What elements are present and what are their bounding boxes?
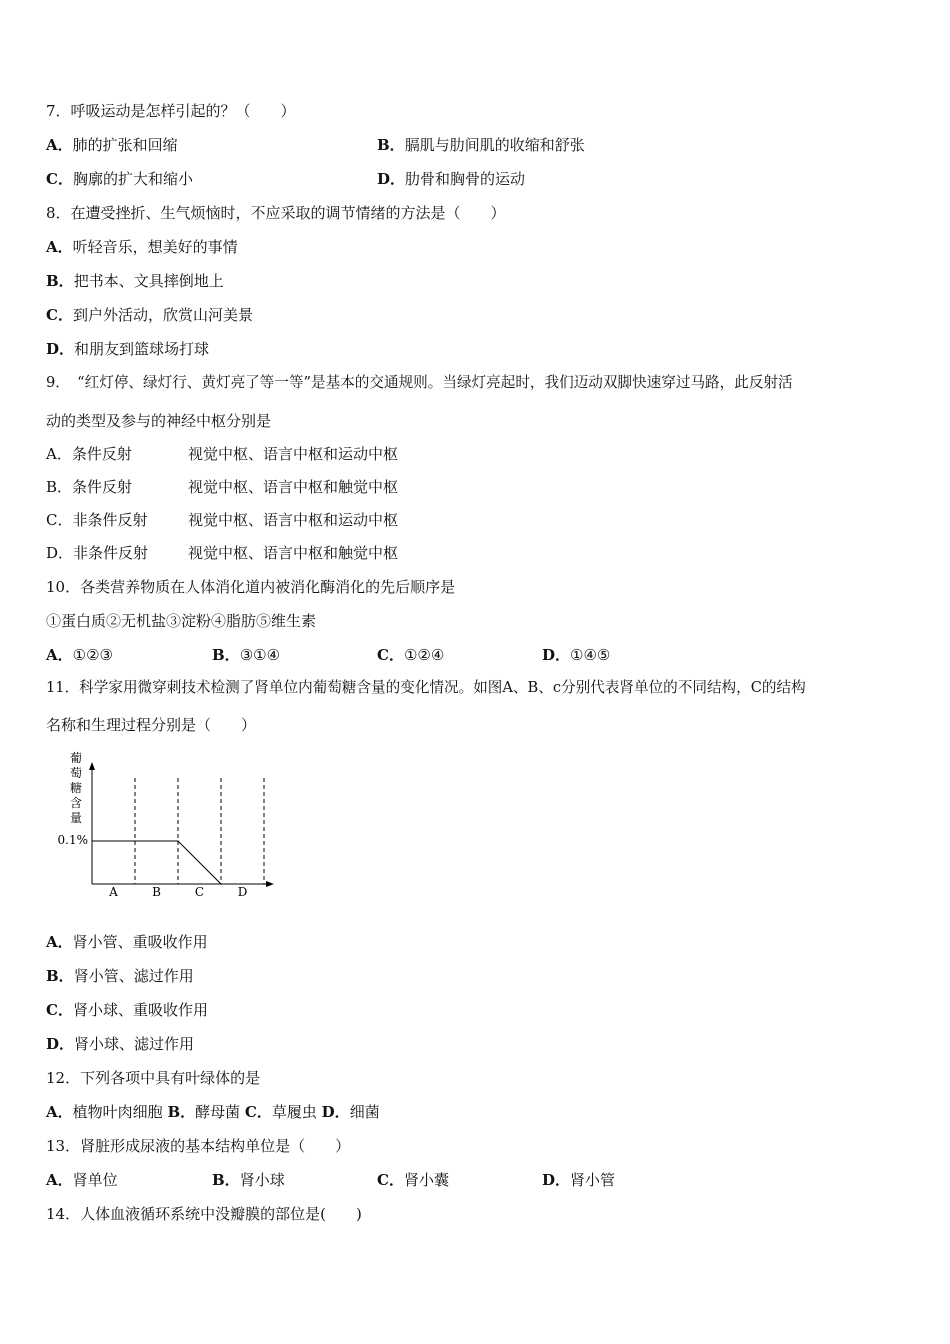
option-label: A．: [46, 445, 72, 463]
option-text: 和朋友到篮球场打球: [74, 340, 210, 358]
question-10-option-c: [377, 645, 444, 665]
chart-x-tick-D: D: [237, 885, 248, 896]
option-label: B．: [46, 272, 74, 290]
question-13-option-a: [46, 1170, 118, 1190]
option-label: D．: [542, 1171, 571, 1189]
option-label: C．: [46, 306, 73, 324]
question-9-option-d-centers: 视觉中枢、语言中枢和触觉中枢: [188, 544, 399, 562]
chart-y-axis-arrow: [89, 762, 95, 770]
option-text: 肋骨和胸骨的运动: [405, 170, 526, 188]
option-text: 听轻音乐，想美好的事情: [72, 238, 238, 256]
question-11-option-b: [46, 966, 194, 986]
option-label: A．: [46, 646, 73, 664]
option-reflex-type: 非条件反射: [73, 544, 149, 562]
question-8-stem: 8．在遭受挫折、生气烦恼时，不应采取的调节情绪的方法是（ ）: [46, 204, 506, 222]
question-9-option-c: [46, 510, 148, 530]
question-7-option-c: [46, 169, 193, 189]
option-text: 肾小囊: [403, 1171, 449, 1189]
option-label: B．: [212, 1171, 240, 1189]
option-text: 肾小管: [570, 1171, 616, 1189]
option-label: B．: [167, 1103, 196, 1121]
question-11-option-d: [46, 1034, 194, 1054]
question-10-option-b: [212, 645, 280, 665]
chart-x-tick-labels: [108, 885, 247, 896]
option-reflex-type: 条件反射: [71, 445, 132, 463]
option-label: B．: [212, 646, 240, 664]
option-reflex-type: 非条件反射: [72, 511, 148, 529]
option-label: C．: [377, 1171, 404, 1189]
option-label: C．: [46, 1001, 73, 1019]
question-8-option-b: [46, 271, 224, 291]
chart-ylabel-char: 糖: [69, 781, 83, 795]
question-9-option-a-centers: 视觉中枢、语言中枢和运动中枢: [188, 445, 399, 463]
option-text: 肾小管、重吸收作用: [72, 933, 208, 951]
option-text: 到户外活动，欣赏山河美景: [72, 306, 253, 324]
option-reflex-type: 条件反射: [72, 478, 133, 496]
question-9-stem-line-1: 9． “红灯停、绿灯行、黄灯亮了等一等”是基本的交通规则。当绿灯亮起时，我们迈动双脚快速穿过马路，此反射活: [46, 374, 793, 391]
chart-ylabel-char: 葡: [69, 751, 83, 765]
question-11-option-a: [46, 932, 208, 952]
option-label: A．: [46, 1103, 73, 1121]
question-8-option-d: [46, 339, 209, 359]
option-text: 细菌: [349, 1103, 380, 1121]
option-label: C．: [46, 511, 73, 529]
option-label: D．: [377, 170, 406, 188]
option-text: 肾小球、滤过作用: [74, 1035, 195, 1053]
option-label: B．: [46, 478, 73, 496]
question-10-option-a: [46, 645, 113, 665]
option-label: D．: [46, 544, 74, 562]
question-14-stem: 14．人体血液循环系统中没瓣膜的部位是( ): [46, 1205, 362, 1223]
question-9-option-d: [46, 543, 148, 563]
option-label: A．: [46, 238, 73, 256]
question-7-option-d: [377, 169, 525, 189]
option-text: ①②③: [72, 646, 113, 664]
option-text: 膈肌与肋间肌的收缩和舒张: [404, 136, 585, 154]
option-text: 肾小球: [239, 1171, 285, 1189]
glucose-chart: [44, 748, 284, 896]
question-12-stem: 12．下列各项中具有叶绿体的是: [46, 1069, 261, 1087]
question-7-option-a: [46, 135, 178, 155]
option-text: 肾小管、滤过作用: [73, 967, 194, 985]
chart-x-tick-C: C: [194, 885, 205, 896]
option-text: ③①④: [239, 646, 281, 664]
question-11-option-c: [46, 1000, 208, 1020]
option-text: 胸廓的扩大和缩小: [72, 170, 193, 188]
option-label: D．: [542, 646, 571, 664]
option-label: A．: [46, 1171, 73, 1189]
question-12-options: [46, 1102, 380, 1122]
question-8-option-c: [46, 305, 253, 325]
option-text: 肾小球、重吸收作用: [72, 1001, 208, 1019]
option-text: 把书本、文具摔倒地上: [73, 272, 224, 290]
option-label: B．: [377, 136, 405, 154]
option-text: 肺的扩张和回缩: [72, 136, 178, 154]
question-7-option-b: [377, 135, 585, 155]
chart-x-tick-A: A: [109, 885, 118, 896]
chart-ylabel-char: 量: [69, 811, 83, 825]
option-text: ①④⑤: [570, 646, 611, 664]
question-9-option-a: [46, 444, 132, 464]
question-7-stem: 7．呼吸运动是怎样引起的？（ ）: [46, 102, 296, 120]
option-text: 草履虫: [271, 1103, 317, 1121]
option-label: D．: [46, 340, 75, 358]
option-label: C．: [244, 1103, 272, 1121]
question-9-option-c-centers: 视觉中枢、语言中枢和运动中枢: [188, 511, 399, 529]
option-label: C．: [377, 646, 404, 664]
question-13-stem: 13．肾脏形成尿液的基本结构单位是（ ）: [46, 1137, 351, 1155]
option-text: 肾单位: [72, 1171, 118, 1189]
option-label: C．: [46, 170, 73, 188]
chart-y-tick-label: 0.1%: [57, 833, 88, 847]
question-10-items: ①蛋白质②无机盐③淀粉④脂肪⑤维生素: [46, 612, 317, 630]
question-13-option-c: [377, 1170, 449, 1190]
question-9-stem-line-2: 动的类型及参与的神经中枢分别是: [46, 412, 272, 430]
option-label: D．: [46, 1035, 75, 1053]
question-13-option-d: [542, 1170, 615, 1190]
question-11-stem-line-1: 11．科学家用微穿刺技术检测了肾单位内葡萄糖含量的变化情况。如图A、B、c分别代表肾单位的不同结构，C的结构: [46, 679, 806, 696]
chart-ylabel-char: 含: [69, 796, 83, 810]
option-label: D．: [321, 1103, 350, 1121]
option-text: ①②④: [403, 646, 445, 664]
question-11-stem-line-2: 名称和生理过程分别是（ ）: [46, 716, 257, 734]
question-8-option-a: [46, 237, 238, 257]
question-13-option-b: [212, 1170, 285, 1190]
chart-x-tick-B: B: [152, 885, 161, 896]
option-label: A．: [46, 136, 73, 154]
chart-x-axis-arrow: [266, 881, 274, 887]
chart-ylabel-char: 萄: [69, 766, 83, 780]
question-9-option-b-centers: 视觉中枢、语言中枢和触觉中枢: [188, 478, 399, 496]
question-10-stem: 10．各类营养物质在人体消化道内被消化酶消化的先后顺序是: [46, 578, 456, 596]
option-label: A．: [46, 933, 73, 951]
option-text: 酵母菌: [195, 1103, 241, 1121]
question-9-option-b: [46, 477, 132, 497]
chart-dividers: [135, 778, 264, 884]
option-text: 植物叶肉细胞: [72, 1103, 163, 1121]
question-10-option-d: [542, 645, 610, 665]
chart-ylabel: [70, 750, 82, 825]
option-label: B．: [46, 967, 74, 985]
chart-series-line: [92, 841, 221, 884]
